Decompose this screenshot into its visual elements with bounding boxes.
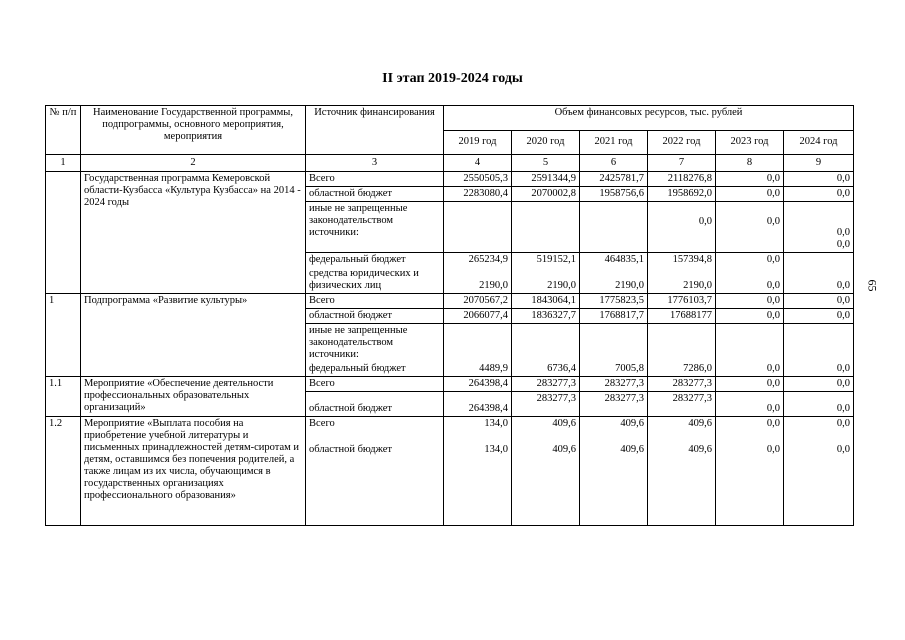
value-cell: 0,0 xyxy=(716,309,784,324)
row-name: Государственная программа Кемеровской области-Кузбасса «Культура Кузбасса» на 2014 - 2024 годы xyxy=(81,172,306,294)
row-no: 1.2 xyxy=(46,417,81,526)
source-cell: областной бюджет xyxy=(306,392,444,417)
value-cell: 0,0 xyxy=(784,172,854,187)
source-cell: областной бюджет xyxy=(306,187,444,202)
value-cell: 0,0 xyxy=(716,392,784,417)
value-cell: 0,0 xyxy=(784,187,854,202)
value-cell: 2425781,7 xyxy=(580,172,648,187)
value-cell: 0,0 xyxy=(784,392,854,417)
header-col-volume: Объем финансовых ресурсов, тыс. рублей xyxy=(444,106,854,131)
source-cell: Всего xyxy=(306,294,444,309)
source-cell: иные не запрещенные законодательством источники: xyxy=(306,324,444,363)
row-name: Мероприятие «Выплата пособия на приобретение учебной литературы и письменных принадлежностей детям-сиротам и детям, оставшимся без попечения родителей, а также лицам из их числа, обучающимся в государственных организациях профессионального образования» xyxy=(81,417,306,526)
table-row xyxy=(46,417,854,444)
col-number: 5 xyxy=(512,155,580,172)
value-cell: 134,0 xyxy=(444,443,512,526)
value-cell: 4489,9 xyxy=(444,362,512,377)
value-cell: 2591344,9 xyxy=(512,172,580,187)
page-number: 65 xyxy=(865,279,880,292)
value-cell: 7005,8 xyxy=(580,362,648,377)
value-cell: 283277,3 xyxy=(648,392,716,417)
col-number: 8 xyxy=(716,155,784,172)
table-row xyxy=(46,294,854,309)
value-cell: 409,6 xyxy=(512,417,580,444)
value-cell: 2190,0 xyxy=(648,267,716,294)
header-col-source: Источник финансирования xyxy=(306,106,444,155)
col-number: 7 xyxy=(648,155,716,172)
value-cell: 0,0 xyxy=(784,377,854,392)
year-2024: 2024 год xyxy=(784,131,854,155)
value-cell: 17688177 xyxy=(648,309,716,324)
value-cell: 0,0 xyxy=(784,294,854,309)
value-line: 0,0 xyxy=(836,239,851,250)
value-cell: 2190,0 xyxy=(512,267,580,294)
financing-table xyxy=(45,105,854,526)
value-cell: 0,0 xyxy=(716,187,784,202)
row-no: 1 xyxy=(46,294,81,377)
value-cell: 2066077,4 xyxy=(444,309,512,324)
row-no xyxy=(46,172,81,294)
value-cell: 0,0 xyxy=(716,417,784,444)
value-cell: 0,0 xyxy=(716,443,784,526)
value-cell: 0,0 xyxy=(784,443,854,526)
value-cell: 464835,1 xyxy=(580,253,648,268)
value-cell: 2070567,2 xyxy=(444,294,512,309)
source-cell: федеральный бюджет xyxy=(306,362,444,377)
value-cell: 283277,3 xyxy=(512,392,580,417)
value-cell: 0,0 xyxy=(716,172,784,187)
col-number: 9 xyxy=(784,155,854,172)
value-cell: 0,0 xyxy=(716,377,784,392)
value-cell: 0,0 xyxy=(784,417,854,444)
value-cell: 1836327,7 xyxy=(512,309,580,324)
value-cell: 0,0 xyxy=(784,362,854,377)
value-cell xyxy=(784,324,854,363)
header-row xyxy=(46,106,854,131)
page-title: II этап 2019-2024 годы xyxy=(382,71,523,86)
value-cell: 1843064,1 xyxy=(512,294,580,309)
value-cell: 0,0 xyxy=(716,267,784,294)
value-cell: 283277,3 xyxy=(580,392,648,417)
source-cell: областной бюджет xyxy=(306,443,444,526)
value-cell: 2550505,3 xyxy=(444,172,512,187)
value-cell: 409,6 xyxy=(648,443,716,526)
value-cell xyxy=(784,202,854,253)
value-cell xyxy=(512,202,580,253)
value-cell: 264398,4 xyxy=(444,392,512,417)
value-cell xyxy=(444,324,512,363)
value-cell: 0,0 xyxy=(716,253,784,268)
table-row xyxy=(46,172,854,187)
source-cell: федеральный бюджет xyxy=(306,253,444,268)
year-2021: 2021 год xyxy=(580,131,648,155)
source-cell: Всего xyxy=(306,377,444,392)
row-no: 1.1 xyxy=(46,377,81,417)
value-cell: 283277,3 xyxy=(580,377,648,392)
value-cell: 2070002,8 xyxy=(512,187,580,202)
year-2022: 2022 год xyxy=(648,131,716,155)
source-cell: областной бюджет xyxy=(306,309,444,324)
source-cell: иные не запрещенные законодательством источники: xyxy=(306,202,444,253)
value-cell: 265234,9 xyxy=(444,253,512,268)
value-cell: 409,6 xyxy=(512,443,580,526)
header-col-name: Наименование Государственной программы, подпрограммы, основного мероприятия, мероприятия xyxy=(81,106,306,155)
value-cell: 1775823,5 xyxy=(580,294,648,309)
year-2019: 2019 год xyxy=(444,131,512,155)
value-cell: 1768817,7 xyxy=(580,309,648,324)
col-number: 6 xyxy=(580,155,648,172)
value-line: 0,0 xyxy=(836,227,851,238)
value-cell: 409,6 xyxy=(580,417,648,444)
value-cell xyxy=(580,324,648,363)
col-number: 4 xyxy=(444,155,512,172)
value-cell: 0,0 xyxy=(784,309,854,324)
value-cell: 2190,0 xyxy=(580,267,648,294)
value-cell: 409,6 xyxy=(648,417,716,444)
year-2023: 2023 год xyxy=(716,131,784,155)
value-cell xyxy=(716,324,784,363)
value-cell: 1958692,0 xyxy=(648,187,716,202)
value-cell: 2190,0 xyxy=(444,267,512,294)
value-cell: 157394,8 xyxy=(648,253,716,268)
value-cell: 7286,0 xyxy=(648,362,716,377)
row-name: Подпрограмма «Развитие культуры» xyxy=(81,294,306,377)
value-cell: 6736,4 xyxy=(512,362,580,377)
header-col-no: № п/п xyxy=(46,106,81,155)
value-cell: 409,6 xyxy=(580,443,648,526)
year-2020: 2020 год xyxy=(512,131,580,155)
value-cell: 519152,1 xyxy=(512,253,580,268)
col-number: 1 xyxy=(46,155,81,172)
value-cell: 0,0 xyxy=(716,294,784,309)
value-cell: 2283080,4 xyxy=(444,187,512,202)
value-cell: 0,0 xyxy=(648,202,716,253)
value-cell: 0,0 xyxy=(716,362,784,377)
value-cell xyxy=(784,253,854,268)
value-cell: 264398,4 xyxy=(444,377,512,392)
value-cell: 134,0 xyxy=(444,417,512,444)
value-cell xyxy=(580,202,648,253)
value-cell xyxy=(444,202,512,253)
row-name: Мероприятие «Обеспечение деятельности профессиональных образовательных организаций» xyxy=(81,377,306,417)
value-cell: 283277,3 xyxy=(648,377,716,392)
value-cell xyxy=(512,324,580,363)
value-cell: 1776103,7 xyxy=(648,294,716,309)
source-cell: Всего xyxy=(306,417,444,444)
value-cell: 2118276,8 xyxy=(648,172,716,187)
table-row xyxy=(46,377,854,392)
value-cell: 0,0 xyxy=(784,267,854,294)
source-cell: Всего xyxy=(306,172,444,187)
value-cell: 0,0 xyxy=(716,202,784,253)
value-cell xyxy=(648,324,716,363)
col-number: 3 xyxy=(306,155,444,172)
column-numbers-row xyxy=(46,155,854,172)
value-cell: 283277,3 xyxy=(512,377,580,392)
col-number: 2 xyxy=(81,155,306,172)
source-cell: средства юридических и физических лиц xyxy=(306,267,444,294)
value-cell: 1958756,6 xyxy=(580,187,648,202)
